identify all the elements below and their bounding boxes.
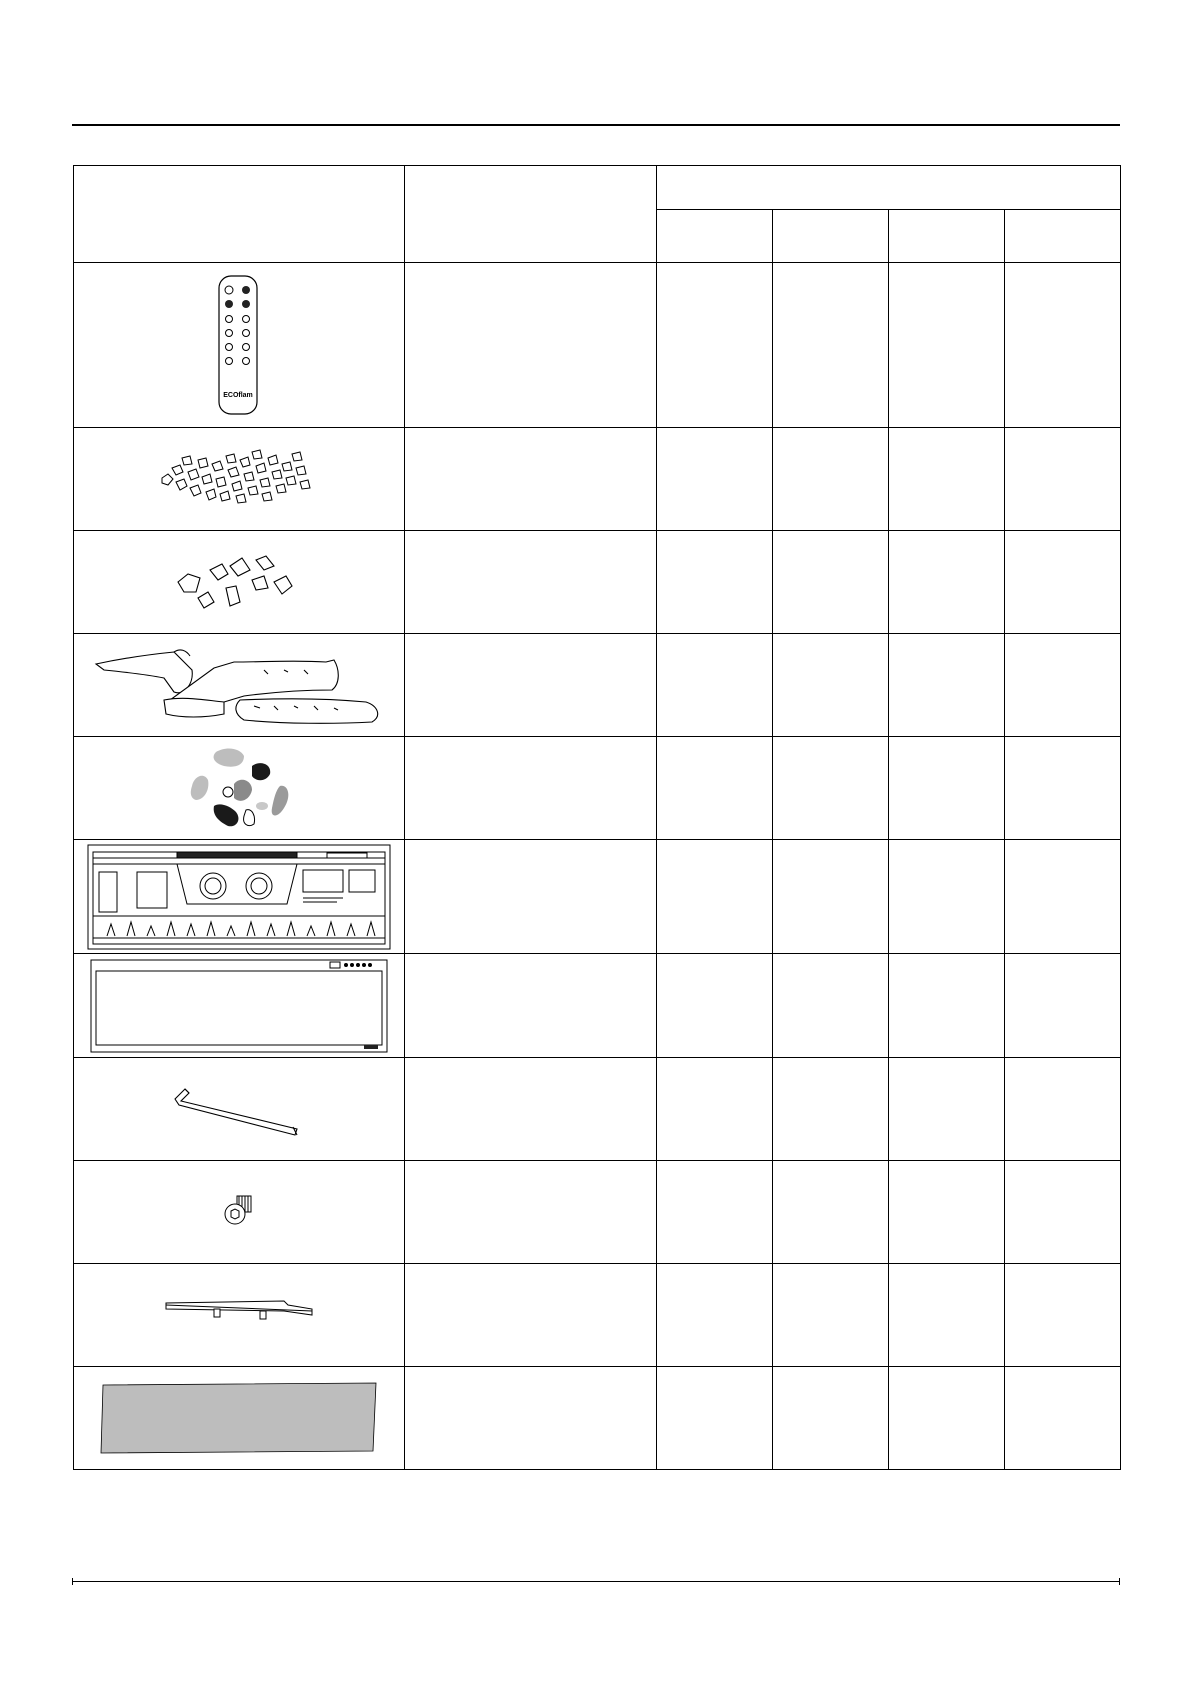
qty-cell (1005, 428, 1121, 531)
glass-front-panel-icon (90, 959, 388, 1053)
qty-cell (889, 634, 1005, 737)
qty-cell (773, 1058, 889, 1161)
allen-key-icon (169, 1079, 309, 1139)
qty-cell (1005, 634, 1121, 737)
qty-cell (889, 531, 1005, 634)
qty-cell (657, 263, 773, 428)
table-row (74, 1161, 1121, 1264)
qty-cell (889, 954, 1005, 1058)
qty-cell (773, 634, 889, 737)
remote-control-icon (209, 273, 269, 417)
qty-cell (773, 1367, 889, 1470)
table-row (74, 737, 1121, 840)
qty-cell (889, 737, 1005, 840)
qty-cell (773, 840, 889, 954)
part-image-cell (74, 954, 405, 1058)
part-image-cell (74, 531, 405, 634)
header-name (405, 166, 657, 263)
qty-cell (657, 954, 773, 1058)
log-set-icon (94, 640, 384, 730)
qty-cell (657, 634, 773, 737)
qty-cell (773, 428, 889, 531)
qty-cell (657, 1161, 773, 1264)
qty-cell (1005, 1367, 1121, 1470)
qty-cell (889, 1264, 1005, 1367)
qty-cell (889, 840, 1005, 954)
table-row (74, 1058, 1121, 1161)
qty-cell (773, 531, 889, 634)
qty-cell (1005, 954, 1121, 1058)
table-row (74, 1367, 1121, 1470)
part-name-cell (405, 263, 657, 428)
grey-panel-icon (100, 1381, 378, 1455)
table-row (74, 954, 1121, 1058)
footer-rule (72, 1581, 1120, 1582)
qty-cell (773, 954, 889, 1058)
part-image-cell (74, 263, 405, 428)
qty-cell (1005, 840, 1121, 954)
header-model-3 (889, 210, 1005, 263)
qty-cell (1005, 1264, 1121, 1367)
part-name-cell (405, 840, 657, 954)
part-image-cell (74, 1058, 405, 1161)
qty-cell (657, 531, 773, 634)
large-crystal-pebbles-icon (174, 552, 304, 612)
table-row (74, 840, 1121, 954)
mounting-bracket-icon (164, 1293, 314, 1337)
table-row (74, 263, 1121, 428)
decorative-stones-icon (184, 746, 294, 830)
table-row (74, 531, 1121, 634)
qty-cell (657, 840, 773, 954)
remote-brand-label: ECOflam (223, 392, 253, 399)
qty-cell (1005, 1058, 1121, 1161)
header-model-4 (1005, 210, 1121, 263)
part-name-cell (405, 531, 657, 634)
qty-cell (889, 1161, 1005, 1264)
qty-cell (773, 1161, 889, 1264)
qty-cell (1005, 263, 1121, 428)
parts-table (73, 165, 1121, 1470)
screw-icon (221, 1192, 257, 1232)
part-name-cell (405, 737, 657, 840)
part-name-cell (405, 1161, 657, 1264)
qty-cell (657, 1058, 773, 1161)
qty-cell (889, 1367, 1005, 1470)
top-rule (72, 124, 1120, 126)
header-model-2 (773, 210, 889, 263)
qty-cell (657, 1367, 773, 1470)
table-row (74, 428, 1121, 531)
part-name-cell (405, 1367, 657, 1470)
part-name-cell (405, 1058, 657, 1161)
qty-cell (889, 263, 1005, 428)
qty-cell (1005, 531, 1121, 634)
qty-cell (889, 1058, 1005, 1161)
part-image-cell (74, 428, 405, 531)
fireplace-insert-icon (87, 844, 391, 950)
part-image-cell (74, 634, 405, 737)
header-image (74, 166, 405, 263)
qty-cell (773, 737, 889, 840)
qty-cell (657, 737, 773, 840)
header-model-1 (657, 210, 773, 263)
part-image-cell (74, 1264, 405, 1367)
qty-cell (1005, 1161, 1121, 1264)
part-image-cell (74, 840, 405, 954)
part-name-cell (405, 1264, 657, 1367)
part-image-cell (74, 737, 405, 840)
table-row (74, 634, 1121, 737)
qty-cell (773, 1264, 889, 1367)
part-name-cell (405, 428, 657, 531)
qty-cell (773, 263, 889, 428)
part-name-cell (405, 954, 657, 1058)
part-image-cell (74, 1367, 405, 1470)
qty-cell (657, 1264, 773, 1367)
header-quantity-group (657, 166, 1121, 210)
qty-cell (889, 428, 1005, 531)
part-image-cell (74, 1161, 405, 1264)
part-name-cell (405, 634, 657, 737)
qty-cell (657, 428, 773, 531)
table-row (74, 1264, 1121, 1367)
qty-cell (1005, 737, 1121, 840)
small-crystal-pebbles-icon (154, 444, 324, 514)
